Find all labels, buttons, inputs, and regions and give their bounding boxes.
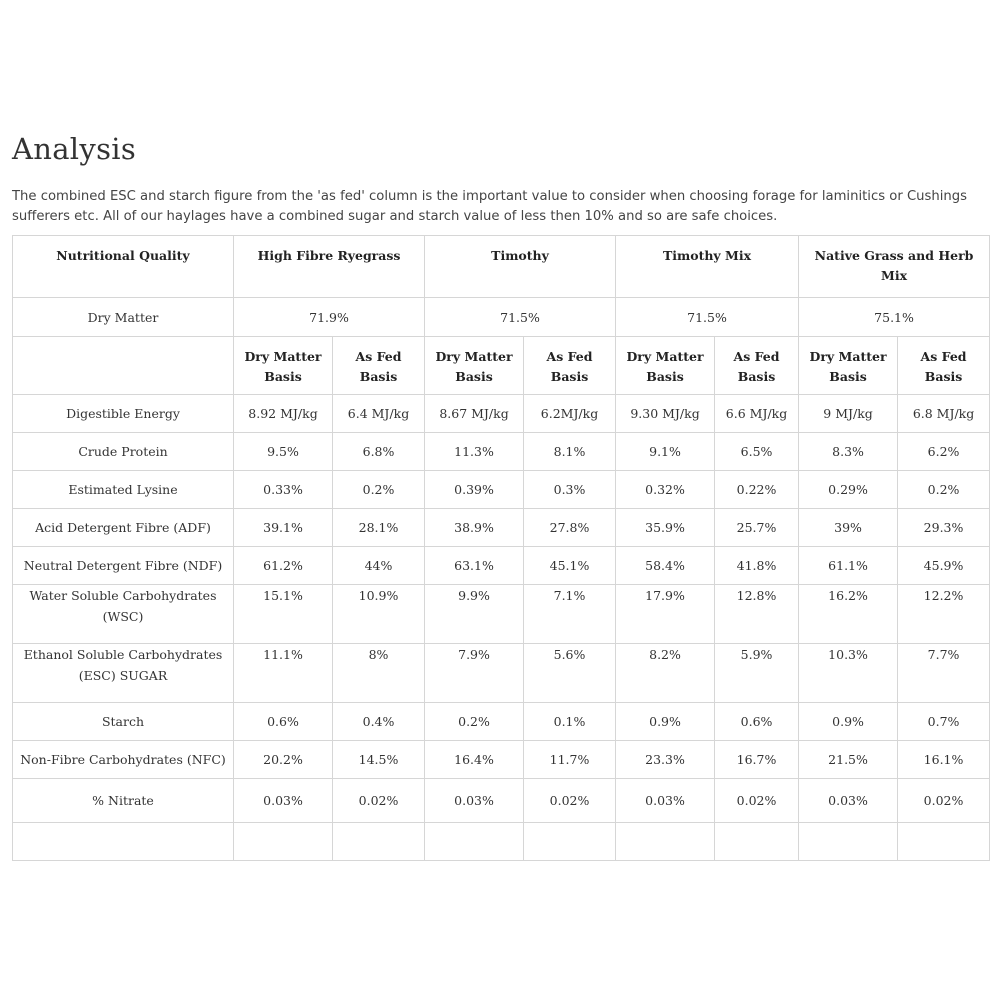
empty-cell <box>333 823 425 861</box>
analysis-table <box>12 235 990 861</box>
table-cell: 6.2MJ/kg <box>524 395 616 433</box>
subheader-as-fed-basis: As Fed Basis <box>898 337 990 395</box>
table-cell: 0.02% <box>715 779 799 823</box>
dry-matter-value: 71.5% <box>425 298 616 337</box>
table-cell: 61.2% <box>234 547 333 585</box>
table-cell: 11.1% <box>234 644 333 703</box>
subheader-dry-matter-basis: Dry Matter Basis <box>425 337 524 395</box>
table-cell: 0.6% <box>234 703 333 741</box>
row-label: Neutral Detergent Fibre (NDF) <box>13 547 234 585</box>
table-cell: 12.2% <box>898 585 990 644</box>
corner-header: Nutritional Quality <box>13 236 234 298</box>
empty-cell <box>13 337 234 395</box>
table-row <box>13 509 990 547</box>
dry-matter-value: 71.9% <box>234 298 425 337</box>
table-cell: 15.1% <box>234 585 333 644</box>
subheader-dry-matter-basis: Dry Matter Basis <box>616 337 715 395</box>
dry-matter-value: 71.5% <box>616 298 799 337</box>
subheader-as-fed-basis: As Fed Basis <box>715 337 799 395</box>
table-cell: 9.30 MJ/kg <box>616 395 715 433</box>
table-cell: 0.9% <box>799 703 898 741</box>
table-cell: 5.9% <box>715 644 799 703</box>
table-cell: 0.29% <box>799 471 898 509</box>
table-cell: 7.9% <box>425 644 524 703</box>
table-cell: 0.03% <box>234 779 333 823</box>
row-label: % Nitrate <box>13 779 234 823</box>
table-cell: 0.2% <box>898 471 990 509</box>
table-cell: 0.2% <box>425 703 524 741</box>
empty-cell <box>898 823 990 861</box>
row-label: Digestible Energy <box>13 395 234 433</box>
table-cell: 0.1% <box>524 703 616 741</box>
table-cell: 27.8% <box>524 509 616 547</box>
table-row <box>13 433 990 471</box>
intro-paragraph: The combined ESC and starch figure from the 'as fed' column is the important value to consider when choosing forage for laminitics or Cushings sufferers etc. All of our haylages have a combined sugar and starch value of less then 10% and so are safe choices. <box>12 189 967 224</box>
table-cell: 0.32% <box>616 471 715 509</box>
table-cell: 7.7% <box>898 644 990 703</box>
basis-subheader-row <box>13 337 990 395</box>
table-cell: 6.6 MJ/kg <box>715 395 799 433</box>
table-cell: 25.7% <box>715 509 799 547</box>
table-cell: 0.3% <box>524 471 616 509</box>
row-label: Crude Protein <box>13 433 234 471</box>
table-cell: 58.4% <box>616 547 715 585</box>
table-cell: 29.3% <box>898 509 990 547</box>
column-header-timothy: Timothy <box>425 236 616 298</box>
table-cell: 6.4 MJ/kg <box>333 395 425 433</box>
row-label: Non-Fibre Carbohydrates (NFC) <box>13 741 234 779</box>
table-cell: 8.92 MJ/kg <box>234 395 333 433</box>
row-label: Estimated Lysine <box>13 471 234 509</box>
table-row <box>13 703 990 741</box>
subheader-as-fed-basis: As Fed Basis <box>524 337 616 395</box>
table-cell: 21.5% <box>799 741 898 779</box>
row-label: Acid Detergent Fibre (ADF) <box>13 509 234 547</box>
table-cell: 6.5% <box>715 433 799 471</box>
column-header-native-grass: Native Grass and Herb Mix <box>799 236 990 298</box>
table-cell: 10.3% <box>799 644 898 703</box>
empty-cell <box>799 823 898 861</box>
table-cell: 61.1% <box>799 547 898 585</box>
dry-matter-row <box>13 298 990 337</box>
column-header-high-fibre-ryegrass: High Fibre Ryegrass <box>234 236 425 298</box>
empty-cell <box>425 823 524 861</box>
table-cell: 20.2% <box>234 741 333 779</box>
table-cell: 16.4% <box>425 741 524 779</box>
table-cell: 0.22% <box>715 471 799 509</box>
table-cell: 0.9% <box>616 703 715 741</box>
empty-cell <box>524 823 616 861</box>
table-cell: 6.2% <box>898 433 990 471</box>
empty-cell <box>715 823 799 861</box>
table-cell: 0.03% <box>616 779 715 823</box>
table-cell: 45.9% <box>898 547 990 585</box>
table-cell: 8.1% <box>524 433 616 471</box>
table-cell: 16.2% <box>799 585 898 644</box>
table-cell: 11.3% <box>425 433 524 471</box>
empty-cell <box>234 823 333 861</box>
table-cell: 9.5% <box>234 433 333 471</box>
table-cell: 35.9% <box>616 509 715 547</box>
subheader-as-fed-basis: As Fed Basis <box>333 337 425 395</box>
table-cell: 0.39% <box>425 471 524 509</box>
dry-matter-label: Dry Matter <box>13 298 234 337</box>
table-cell: 11.7% <box>524 741 616 779</box>
table-cell: 44% <box>333 547 425 585</box>
table-cell: 0.03% <box>425 779 524 823</box>
table-cell: 9.1% <box>616 433 715 471</box>
table-cell: 0.7% <box>898 703 990 741</box>
table-cell: 5.6% <box>524 644 616 703</box>
page-title: Analysis <box>12 132 137 166</box>
row-label: Water Soluble Carbohydrates (WSC) <box>13 585 234 644</box>
empty-row <box>13 823 990 861</box>
table-cell: 0.03% <box>799 779 898 823</box>
table-cell: 10.9% <box>333 585 425 644</box>
table-cell: 39% <box>799 509 898 547</box>
table-cell: 9 MJ/kg <box>799 395 898 433</box>
table-cell: 16.7% <box>715 741 799 779</box>
table-row <box>13 547 990 585</box>
empty-cell <box>616 823 715 861</box>
table-cell: 41.8% <box>715 547 799 585</box>
row-label: Ethanol Soluble Carbohydrates (ESC) SUGAR <box>13 644 234 703</box>
column-header-timothy-mix: Timothy Mix <box>616 236 799 298</box>
table-row <box>13 741 990 779</box>
table-cell: 0.4% <box>333 703 425 741</box>
table-cell: 63.1% <box>425 547 524 585</box>
table-cell: 39.1% <box>234 509 333 547</box>
table-cell: 9.9% <box>425 585 524 644</box>
table-cell: 8.2% <box>616 644 715 703</box>
table-cell: 7.1% <box>524 585 616 644</box>
subheader-dry-matter-basis: Dry Matter Basis <box>234 337 333 395</box>
table-cell: 6.8 MJ/kg <box>898 395 990 433</box>
header-row <box>13 236 990 298</box>
table-row <box>13 644 990 703</box>
table-cell: 0.02% <box>898 779 990 823</box>
table-cell: 16.1% <box>898 741 990 779</box>
subheader-dry-matter-basis: Dry Matter Basis <box>799 337 898 395</box>
table-cell: 17.9% <box>616 585 715 644</box>
table-cell: 8% <box>333 644 425 703</box>
table-cell: 14.5% <box>333 741 425 779</box>
row-label: Starch <box>13 703 234 741</box>
table-cell: 12.8% <box>715 585 799 644</box>
empty-cell <box>13 823 234 861</box>
table-cell: 23.3% <box>616 741 715 779</box>
table-row <box>13 395 990 433</box>
table-cell: 8.67 MJ/kg <box>425 395 524 433</box>
table-cell: 0.2% <box>333 471 425 509</box>
table-cell: 0.33% <box>234 471 333 509</box>
table-cell: 38.9% <box>425 509 524 547</box>
table-cell: 28.1% <box>333 509 425 547</box>
table-row <box>13 585 990 644</box>
table-row <box>13 471 990 509</box>
table-cell: 45.1% <box>524 547 616 585</box>
table-cell: 8.3% <box>799 433 898 471</box>
table-row <box>13 779 990 823</box>
dry-matter-value: 75.1% <box>799 298 990 337</box>
table-cell: 6.8% <box>333 433 425 471</box>
table-cell: 0.02% <box>333 779 425 823</box>
table-cell: 0.6% <box>715 703 799 741</box>
table-cell: 0.02% <box>524 779 616 823</box>
